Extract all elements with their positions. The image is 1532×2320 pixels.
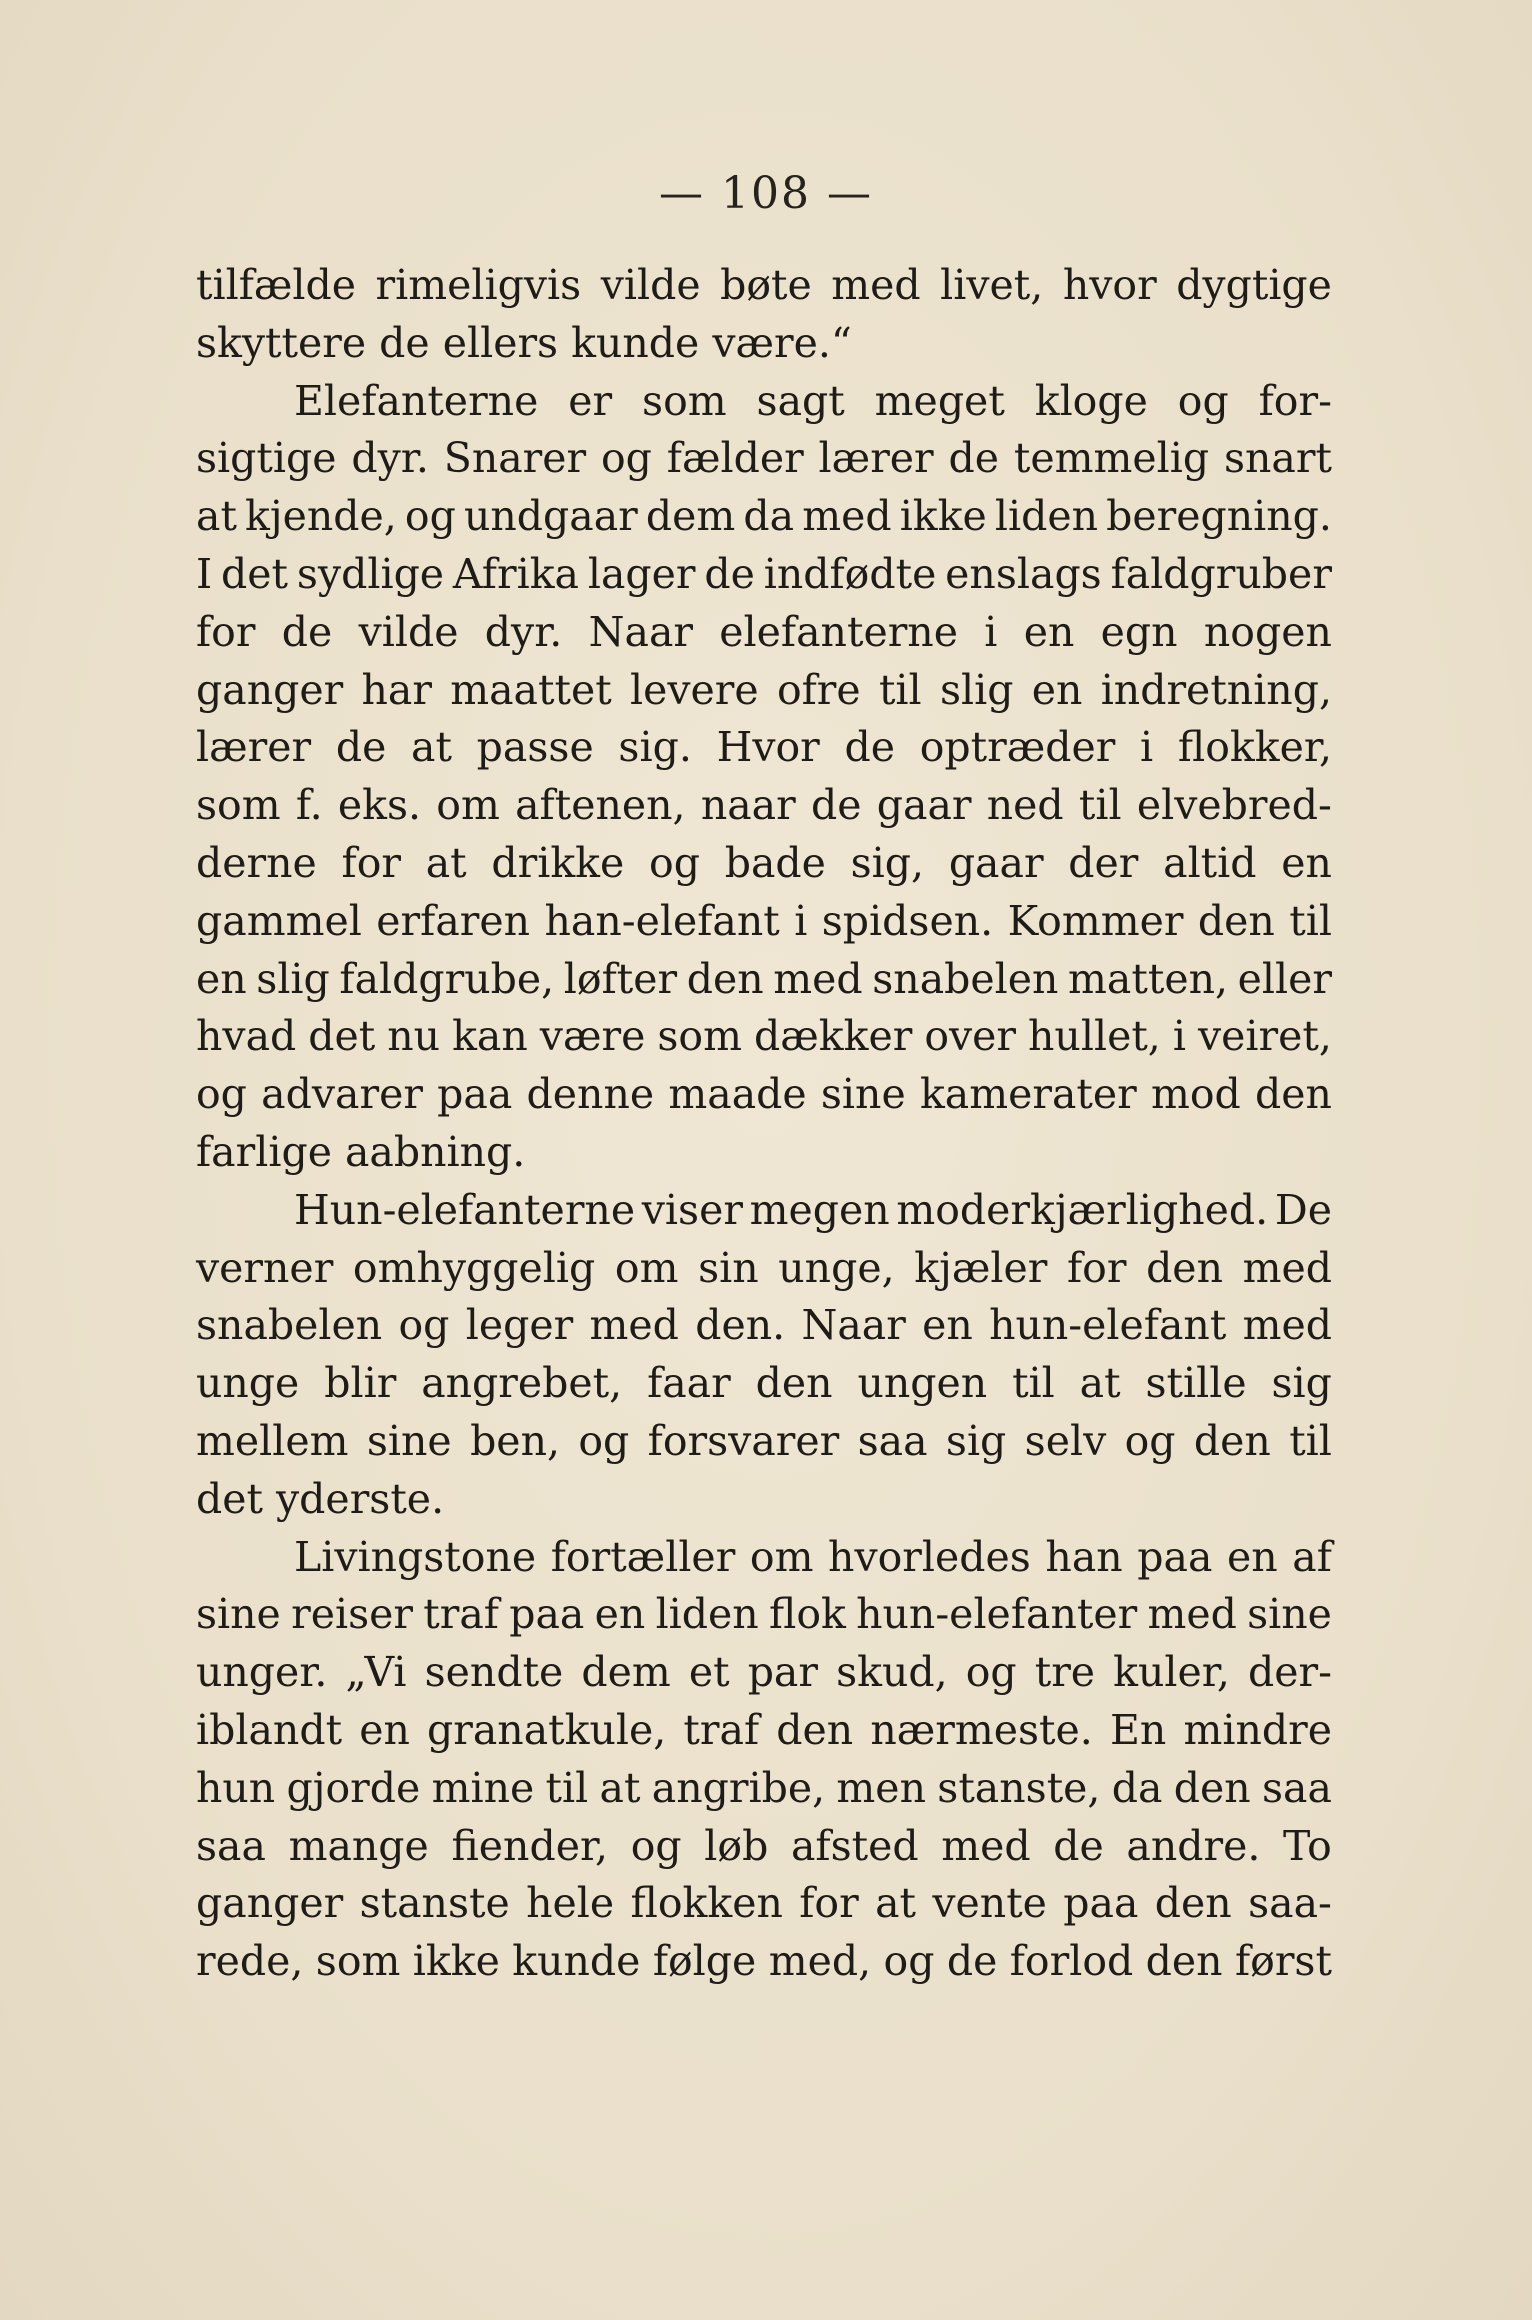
word: med bbox=[941, 1821, 1031, 1870]
word: sine bbox=[196, 1590, 281, 1639]
word: ikke bbox=[412, 1937, 500, 1986]
word: saa bbox=[857, 1416, 928, 1465]
word: sine bbox=[1247, 1590, 1332, 1639]
word: i bbox=[1140, 723, 1154, 772]
word: af bbox=[1292, 1532, 1332, 1581]
text-line bbox=[196, 777, 1332, 835]
word: og bbox=[965, 1648, 1017, 1697]
word: snart bbox=[1223, 434, 1332, 483]
word: unge bbox=[196, 1359, 300, 1408]
word: slig bbox=[256, 954, 330, 1003]
word: den bbox=[1145, 1937, 1223, 1986]
word: at bbox=[425, 838, 467, 887]
word: elefanterne bbox=[719, 607, 958, 656]
word: tre bbox=[1034, 1648, 1096, 1697]
word: med bbox=[773, 954, 863, 1003]
word: saa- bbox=[1248, 1879, 1332, 1928]
word: vente bbox=[932, 1879, 1047, 1928]
text-line bbox=[196, 719, 1332, 777]
text-line bbox=[196, 1355, 1332, 1413]
word: at bbox=[411, 723, 452, 772]
word: løfter bbox=[563, 954, 678, 1003]
word: de bbox=[281, 607, 333, 656]
word: ganger bbox=[196, 1879, 344, 1928]
word: gaar bbox=[948, 838, 1044, 887]
word: De bbox=[1274, 1185, 1332, 1234]
word: livet, bbox=[940, 261, 1044, 309]
word: mange bbox=[288, 1821, 429, 1870]
word: sine bbox=[366, 1416, 452, 1465]
text-line bbox=[196, 1529, 1332, 1587]
word: men bbox=[836, 1763, 926, 1812]
word: omhyggelig bbox=[352, 1243, 596, 1292]
text-line bbox=[196, 430, 1332, 488]
word: megen bbox=[749, 1185, 890, 1234]
word: sig bbox=[945, 1416, 1007, 1465]
word: at bbox=[196, 492, 237, 541]
word: lærer bbox=[196, 723, 312, 772]
word: sin bbox=[698, 1243, 759, 1292]
word: eller bbox=[1237, 954, 1332, 1003]
word: en bbox=[196, 954, 247, 1003]
word: og bbox=[649, 838, 700, 887]
word: elvebred- bbox=[1136, 781, 1332, 830]
word: ganger bbox=[196, 665, 344, 714]
word: den bbox=[776, 1705, 854, 1754]
word: mellem bbox=[196, 1416, 349, 1465]
word: den bbox=[1173, 1763, 1251, 1812]
word: med bbox=[1242, 1301, 1332, 1350]
word: og bbox=[196, 1070, 247, 1119]
word: indretning, bbox=[1100, 665, 1332, 714]
word: Snarer bbox=[443, 434, 587, 483]
word: dygtige bbox=[1176, 261, 1332, 309]
text-line bbox=[196, 1182, 1332, 1240]
word: og bbox=[404, 492, 456, 541]
text-line bbox=[196, 257, 1332, 315]
word: hvad bbox=[196, 1012, 297, 1061]
text-line bbox=[196, 662, 1332, 720]
word: og bbox=[630, 1821, 682, 1870]
word: nu bbox=[387, 1012, 441, 1061]
word: ned bbox=[986, 781, 1064, 830]
word: i bbox=[1172, 1012, 1186, 1061]
word: hele bbox=[526, 1879, 615, 1928]
word: gammel bbox=[196, 896, 362, 945]
word: ikke bbox=[899, 492, 987, 541]
word: en bbox=[922, 1301, 973, 1350]
word: en bbox=[594, 1590, 646, 1639]
word: en bbox=[1227, 1532, 1278, 1581]
text-line bbox=[196, 1702, 1332, 1760]
word: kamerater bbox=[919, 1070, 1137, 1119]
word: for bbox=[799, 1879, 859, 1928]
word: hun-elefanter bbox=[856, 1590, 1138, 1639]
word: hvorledes bbox=[828, 1532, 1031, 1581]
word: en bbox=[1023, 607, 1075, 656]
word: sine bbox=[820, 1070, 906, 1119]
word: den. bbox=[695, 1301, 786, 1350]
word: indfødte bbox=[763, 549, 937, 598]
word: meget bbox=[874, 376, 1005, 425]
word: om bbox=[614, 1243, 679, 1292]
word: angribe, bbox=[651, 1763, 826, 1812]
text-line bbox=[196, 1875, 1332, 1933]
word: spidsen. bbox=[821, 896, 994, 945]
text-line bbox=[196, 1008, 1332, 1066]
word: rimeligvis bbox=[375, 261, 582, 309]
text-line bbox=[196, 1818, 1332, 1876]
word: afsted bbox=[790, 1821, 919, 1870]
word: for bbox=[1066, 1243, 1127, 1292]
word: over bbox=[924, 1012, 1017, 1061]
word: leger bbox=[465, 1301, 574, 1350]
word: liden bbox=[994, 492, 1099, 541]
text-line bbox=[196, 546, 1332, 604]
word: først bbox=[1234, 1937, 1332, 1986]
word: gjorde bbox=[286, 1763, 421, 1812]
word: som bbox=[642, 376, 727, 425]
word: enslags bbox=[945, 549, 1102, 598]
word: forlod bbox=[1009, 1937, 1134, 1986]
word: angrebet, bbox=[421, 1359, 623, 1408]
word: de bbox=[844, 723, 895, 772]
word: traf bbox=[423, 1590, 499, 1639]
word: et bbox=[688, 1648, 730, 1697]
word: til bbox=[1012, 1359, 1055, 1408]
page-number: — 108 — bbox=[659, 168, 873, 219]
word: Elefanterne bbox=[294, 376, 539, 425]
word: kan bbox=[452, 1012, 528, 1061]
word: matten, bbox=[1068, 954, 1229, 1003]
word: kunde bbox=[512, 1937, 641, 1986]
word: til bbox=[1078, 781, 1122, 830]
word: de bbox=[948, 434, 1000, 483]
word: saa bbox=[1261, 1763, 1332, 1812]
word: vilde bbox=[600, 261, 701, 309]
word: Kommer bbox=[1007, 896, 1184, 945]
word: ben, bbox=[470, 1416, 561, 1465]
text-line bbox=[196, 373, 1332, 431]
text-line bbox=[196, 1413, 1332, 1471]
word: dyr. bbox=[484, 607, 563, 656]
word: forsvarer bbox=[647, 1416, 840, 1465]
word: veiret, bbox=[1197, 1012, 1332, 1061]
word: den bbox=[1255, 1070, 1332, 1119]
text-line bbox=[196, 1760, 1332, 1818]
word: derne bbox=[196, 838, 317, 887]
word: drikke bbox=[491, 838, 625, 887]
word: hun bbox=[196, 1763, 276, 1812]
word: Afrika bbox=[452, 549, 579, 598]
word: flokker, bbox=[1177, 723, 1332, 772]
word: som bbox=[196, 781, 281, 830]
word: faldgruber bbox=[1110, 549, 1332, 598]
word: f. bbox=[295, 781, 323, 830]
word: mine bbox=[431, 1763, 535, 1812]
text-line bbox=[196, 893, 1332, 951]
word: kjende, bbox=[245, 492, 397, 541]
word: at bbox=[1079, 1359, 1121, 1408]
word: bøte bbox=[720, 261, 812, 309]
word: ofre bbox=[776, 665, 861, 714]
word: og bbox=[398, 1301, 450, 1350]
word: de bbox=[1053, 1821, 1104, 1870]
word: sig bbox=[1271, 1359, 1332, 1408]
word: med bbox=[802, 492, 892, 541]
word: det bbox=[221, 549, 289, 598]
word: faar bbox=[647, 1359, 731, 1408]
word: de bbox=[335, 723, 387, 772]
word: erfaren bbox=[376, 896, 531, 945]
word: advarer bbox=[261, 1070, 423, 1119]
word: den bbox=[755, 1359, 833, 1408]
word: dem bbox=[645, 492, 736, 541]
word: dyr. bbox=[351, 434, 429, 483]
word: bade bbox=[724, 838, 826, 887]
word: passe bbox=[476, 723, 594, 772]
text-line bbox=[196, 1240, 1332, 1298]
word: paa bbox=[437, 1070, 513, 1119]
word: lærer bbox=[818, 434, 934, 483]
word: maattet bbox=[450, 665, 612, 714]
word: saa bbox=[196, 1821, 266, 1870]
word: sydlige bbox=[296, 549, 445, 598]
text-line bbox=[196, 1066, 1332, 1124]
word: for bbox=[341, 838, 401, 887]
word: som bbox=[657, 1012, 742, 1061]
word: temmelig bbox=[1013, 434, 1210, 483]
word: han bbox=[1045, 1532, 1123, 1581]
word: sagt bbox=[756, 376, 845, 425]
word: for bbox=[196, 607, 256, 656]
text-line: skyttere de ellers kunde være.“ bbox=[196, 318, 852, 367]
word: være bbox=[539, 1012, 646, 1061]
text-line: det yderste. bbox=[196, 1474, 445, 1523]
word: egn bbox=[1100, 607, 1178, 656]
word: altid bbox=[1163, 838, 1257, 887]
word: om bbox=[749, 1532, 814, 1581]
text-line bbox=[196, 1644, 1332, 1702]
word: de bbox=[946, 1937, 998, 1986]
word: paa bbox=[1063, 1879, 1139, 1928]
word: unger. bbox=[196, 1648, 328, 1697]
word: Livingstone bbox=[294, 1532, 537, 1581]
word: om bbox=[436, 781, 500, 830]
word: det bbox=[308, 1012, 376, 1061]
word: sendte bbox=[424, 1648, 564, 1697]
word: stanste, bbox=[937, 1763, 1101, 1812]
word: blir bbox=[324, 1359, 397, 1408]
word: kuler, bbox=[1113, 1648, 1230, 1697]
word: en bbox=[1281, 838, 1332, 887]
word: „Vi bbox=[345, 1648, 407, 1697]
word: flok bbox=[768, 1590, 846, 1639]
word: stanste bbox=[359, 1879, 510, 1928]
word: og bbox=[883, 1937, 935, 1986]
word: til bbox=[878, 665, 922, 714]
word: gaar bbox=[876, 781, 972, 830]
word: han-elefant bbox=[544, 896, 780, 945]
word: I bbox=[196, 549, 213, 598]
word: med, bbox=[768, 1937, 872, 1986]
word: hun-elefant bbox=[989, 1301, 1227, 1350]
body-text bbox=[196, 257, 1332, 1991]
word: andre. bbox=[1126, 1821, 1261, 1870]
word: ungen bbox=[857, 1359, 988, 1408]
word: da bbox=[1111, 1763, 1163, 1812]
word: hvor bbox=[1062, 261, 1157, 309]
word: reiser bbox=[291, 1590, 413, 1639]
text-line bbox=[196, 1297, 1332, 1355]
word: kloge bbox=[1034, 376, 1148, 425]
word: der- bbox=[1248, 1648, 1332, 1697]
text-line bbox=[196, 951, 1332, 1009]
word: paa bbox=[1137, 1532, 1213, 1581]
word: Naar bbox=[588, 607, 693, 656]
word: sigtige bbox=[196, 434, 337, 483]
word: med bbox=[831, 261, 921, 309]
word: par bbox=[747, 1648, 818, 1697]
word: rede, bbox=[196, 1937, 304, 1986]
word: Hvor bbox=[716, 723, 820, 772]
text-line bbox=[196, 604, 1332, 662]
word: naar bbox=[700, 781, 796, 830]
word: maade bbox=[668, 1070, 807, 1119]
word: i bbox=[794, 896, 808, 945]
word: til bbox=[545, 1763, 589, 1812]
word: En bbox=[1109, 1705, 1167, 1754]
word: til bbox=[1289, 1416, 1332, 1465]
word: hullet, bbox=[1028, 1012, 1161, 1061]
word: undgaar bbox=[463, 492, 638, 541]
word: tilfælde bbox=[196, 261, 357, 309]
word: fortæller bbox=[550, 1532, 736, 1581]
word: at bbox=[875, 1879, 916, 1928]
word: en bbox=[1031, 665, 1083, 714]
word: følge bbox=[652, 1937, 757, 1986]
word: har bbox=[361, 665, 432, 714]
word: og bbox=[1124, 1416, 1176, 1465]
word: der bbox=[1068, 838, 1139, 887]
word: fiender, bbox=[451, 1821, 609, 1870]
word: unge, bbox=[778, 1243, 895, 1292]
word: fælder bbox=[666, 434, 804, 483]
word: sig. bbox=[618, 723, 692, 772]
word: denne bbox=[526, 1070, 655, 1119]
word: lager bbox=[587, 549, 696, 598]
word: eks. bbox=[337, 781, 422, 830]
word: snabelen bbox=[872, 954, 1059, 1003]
word: den bbox=[1197, 896, 1275, 945]
word: den bbox=[1193, 1416, 1271, 1465]
text-line bbox=[196, 1586, 1332, 1644]
word: den bbox=[1146, 1243, 1223, 1292]
text-line: farlige aabning. bbox=[196, 1127, 526, 1176]
word: beregning. bbox=[1106, 492, 1332, 541]
word: de bbox=[810, 781, 862, 830]
word: løb bbox=[704, 1821, 769, 1870]
word: til bbox=[1289, 896, 1332, 945]
word: den bbox=[686, 954, 764, 1003]
word: med bbox=[589, 1301, 679, 1350]
word: de bbox=[704, 549, 755, 598]
word: aftenen, bbox=[515, 781, 686, 830]
text-line bbox=[196, 835, 1332, 893]
word: flokken bbox=[630, 1879, 783, 1928]
word: liden bbox=[655, 1590, 759, 1639]
word: faldgrube, bbox=[339, 954, 555, 1003]
word: slig bbox=[939, 665, 1014, 714]
word: og bbox=[1177, 376, 1229, 425]
word: og bbox=[600, 434, 652, 483]
word: levere bbox=[629, 665, 759, 714]
word: dækker bbox=[753, 1012, 913, 1061]
word: optræder bbox=[919, 723, 1116, 772]
word: sig, bbox=[850, 838, 925, 887]
word: snabelen bbox=[196, 1301, 383, 1350]
word: mindre bbox=[1183, 1705, 1332, 1754]
word: er bbox=[568, 376, 613, 425]
word: for- bbox=[1258, 376, 1332, 425]
word: paa bbox=[509, 1590, 585, 1639]
word: skud, bbox=[836, 1648, 948, 1697]
word: den bbox=[1154, 1879, 1232, 1928]
word: iblandt bbox=[196, 1705, 343, 1754]
word: en bbox=[359, 1705, 410, 1754]
word: To bbox=[1283, 1821, 1332, 1870]
word: mod bbox=[1151, 1070, 1241, 1119]
word: nærmeste. bbox=[870, 1705, 1093, 1754]
word: nogen bbox=[1203, 607, 1332, 656]
word: Naar bbox=[801, 1301, 906, 1350]
word: stille bbox=[1145, 1359, 1247, 1408]
word: med bbox=[1242, 1243, 1332, 1292]
word: verner bbox=[196, 1243, 334, 1292]
word: og bbox=[578, 1416, 630, 1465]
word: selv bbox=[1024, 1416, 1107, 1465]
word: vilde bbox=[358, 607, 459, 656]
text-line bbox=[196, 1933, 1332, 1991]
word: i bbox=[984, 607, 998, 656]
word: moderkjærlighed. bbox=[896, 1185, 1269, 1234]
word: med bbox=[1147, 1590, 1237, 1639]
word: Hun-elefanterne bbox=[294, 1185, 636, 1234]
text-line bbox=[196, 488, 1332, 546]
word: at bbox=[599, 1763, 641, 1812]
word: traf bbox=[683, 1705, 760, 1754]
word: viser bbox=[641, 1185, 743, 1234]
word: da bbox=[743, 492, 795, 541]
word: granatkule, bbox=[427, 1705, 667, 1754]
word: dem bbox=[581, 1648, 671, 1697]
word: som bbox=[315, 1937, 401, 1986]
word: kjæler bbox=[914, 1243, 1048, 1292]
